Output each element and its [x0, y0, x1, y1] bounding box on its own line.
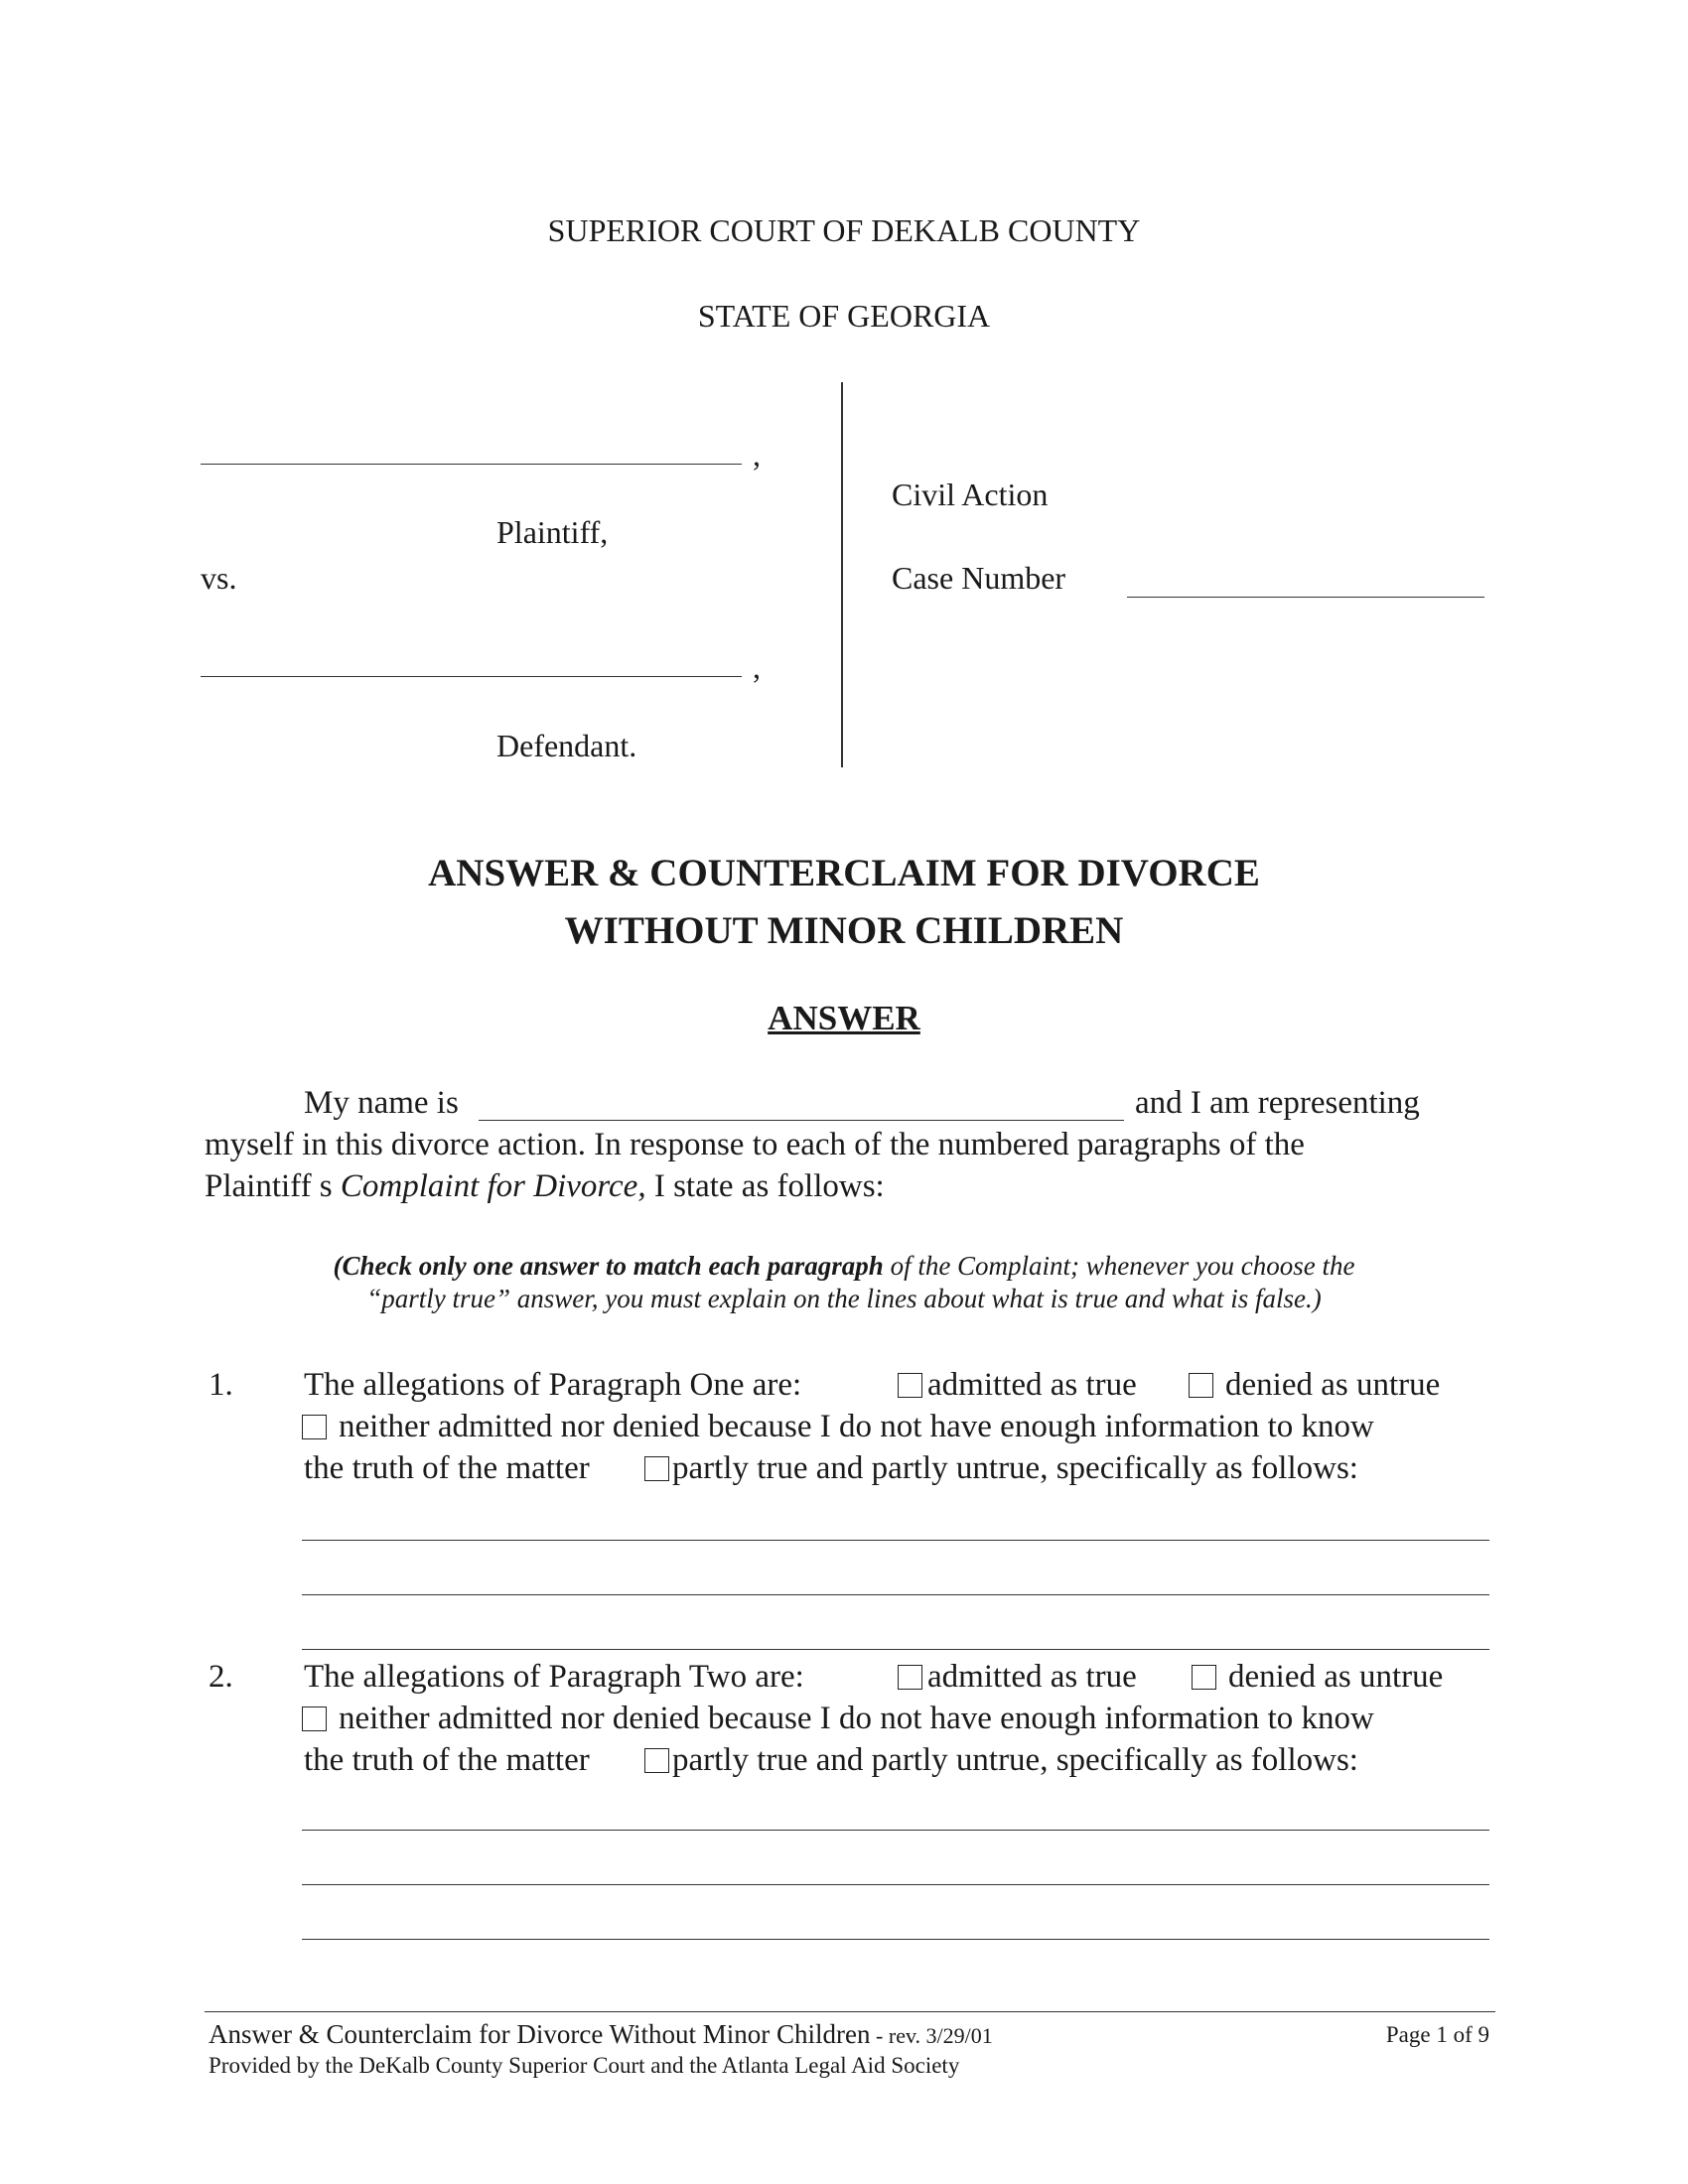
document-title-line2: WITHOUT MINOR CHILDREN: [564, 909, 1124, 952]
defendant-label: Defendant.: [496, 728, 637, 763]
denied-checkbox[interactable]: [1192, 1665, 1216, 1690]
option-denied[interactable]: [1192, 1659, 1443, 1696]
option-partly-label: partly true and partly untrue, specifically as follows:: [672, 1450, 1358, 1486]
option-partly[interactable]: [644, 1450, 1358, 1487]
partly-checkbox[interactable]: [644, 1748, 669, 1773]
footer-revision: - rev. 3/29/01: [870, 2023, 993, 2048]
option-partly[interactable]: [644, 1742, 1358, 1779]
name-line[interactable]: [479, 1120, 1124, 1121]
intro-line3-prefix: Plaintiff s: [205, 1168, 341, 1204]
option-admitted[interactable]: [898, 1659, 1137, 1696]
option-neither-label: neither admitted nor denied because I do not have enough information to know: [339, 1701, 1374, 1736]
option-admitted[interactable]: [898, 1367, 1137, 1404]
intro-line2: myself in this divorce action. In response to each of the numbered paragraphs of the: [205, 1127, 1305, 1162]
instructions-bold: (Check only one answer to match each paragraph: [333, 1251, 884, 1281]
explanation-line[interactable]: [302, 1939, 1489, 1940]
state-name: STATE OF GEORGIA: [697, 298, 991, 334]
option-neither[interactable]: [302, 1409, 1374, 1445]
option-denied[interactable]: [1189, 1367, 1440, 1404]
plaintiff-label: Plaintiff,: [496, 514, 609, 550]
neither-checkbox[interactable]: [302, 1706, 327, 1731]
truth-of-matter: the truth of the matter: [304, 1450, 590, 1486]
paragraph-lead: The allegations of Paragraph Two are:: [304, 1659, 804, 1695]
neither-checkbox[interactable]: [302, 1415, 327, 1439]
paragraph-number: 2.: [209, 1659, 233, 1695]
plaintiff-name-line[interactable]: [201, 464, 742, 465]
vs-label: vs.: [201, 560, 237, 596]
admitted-checkbox[interactable]: [898, 1665, 922, 1690]
explanation-line[interactable]: [302, 1649, 1489, 1650]
truth-of-matter: the truth of the matter: [304, 1742, 590, 1778]
caption-divider: [841, 382, 843, 767]
partly-checkbox[interactable]: [644, 1456, 669, 1481]
plaintiff-comma: ,: [753, 437, 761, 473]
complaint-title: Complaint for Divorce,: [340, 1168, 646, 1204]
case-number-line[interactable]: [1127, 597, 1484, 598]
court-name: SUPERIOR COURT OF DEKALB COUNTY: [547, 212, 1141, 248]
option-neither[interactable]: [302, 1701, 1374, 1737]
option-admitted-label: admitted as true: [927, 1367, 1137, 1403]
document-title-line1: ANSWER & COUNTERCLAIM FOR DIVORCE: [428, 852, 1260, 894]
option-admitted-label: admitted as true: [927, 1659, 1137, 1695]
option-denied-label: denied as untrue: [1225, 1367, 1441, 1403]
denied-checkbox[interactable]: [1189, 1373, 1213, 1398]
intro-line3-suffix: I state as follows:: [645, 1168, 885, 1204]
footer-rule: [205, 2011, 1495, 2012]
option-neither-label: neither admitted nor denied because I do not have enough information to know: [339, 1409, 1374, 1444]
defendant-name-line[interactable]: [201, 676, 742, 677]
civil-action-label: Civil Action: [892, 477, 1049, 512]
paragraph-number: 1.: [209, 1367, 233, 1403]
case-number-label: Case Number: [892, 560, 1066, 596]
intro-prefix: My name is: [304, 1085, 459, 1121]
explanation-line[interactable]: [302, 1594, 1489, 1595]
instructions-line2: “partly true” answer, you must explain on the lines about what is true and what is false.): [366, 1284, 1322, 1313]
intro-suffix: and I am representing: [1135, 1085, 1420, 1121]
option-partly-label: partly true and partly untrue, specifically as follows:: [672, 1742, 1358, 1778]
explanation-line[interactable]: [302, 1830, 1489, 1831]
defendant-comma: ,: [753, 649, 761, 685]
footer-page-number: Page 1 of 9: [1385, 2022, 1489, 2047]
footer-provided-by: Provided by the DeKalb County Superior Court and the Atlanta Legal Aid Society: [209, 2053, 960, 2078]
explanation-line[interactable]: [302, 1884, 1489, 1885]
intro-line3: [205, 1168, 885, 1205]
answer-heading: ANSWER: [768, 999, 920, 1037]
paragraph-lead: The allegations of Paragraph One are:: [304, 1367, 802, 1403]
explanation-line[interactable]: [302, 1540, 1489, 1541]
footer-form-name: [209, 2019, 993, 2050]
admitted-checkbox[interactable]: [898, 1373, 922, 1398]
footer-form-title: Answer & Counterclaim for Divorce Without Minor Children: [209, 2019, 871, 2049]
option-denied-label: denied as untrue: [1228, 1659, 1444, 1695]
instructions-rest: of the Complaint; whenever you choose the: [883, 1251, 1355, 1281]
instructions-line1: [0, 1251, 1688, 1282]
